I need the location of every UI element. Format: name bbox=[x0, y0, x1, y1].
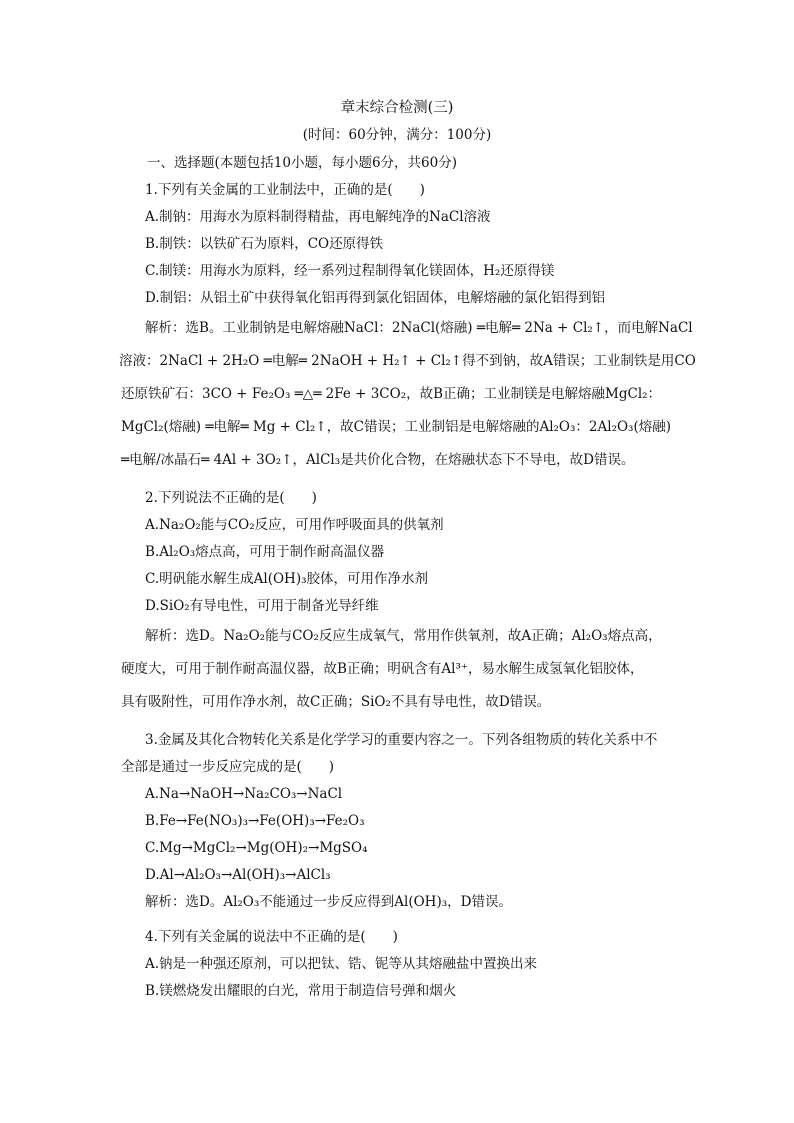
q2-explanation-line: 解析：选D。Na₂O₂能与CO₂反应生成氧气，常用作供氧剂，故A正确；Al₂O₃熔点高， bbox=[145, 628, 662, 644]
q4-stem: 4.下列有关金属的说法中不正确的是( ) bbox=[145, 929, 398, 945]
q1-explanation-line: 解析：选B。工业制钠是电解熔融NaCl：2NaCl(熔融) ═电解═ 2Na + Cl₂↑，而电解NaCl bbox=[145, 320, 693, 336]
q3-option-d: D.Al→Al₂O₃→Al(OH)₃→AlCl₃ bbox=[145, 867, 331, 883]
q1-explanation-line: MgCl₂(熔融) ═电解═ Mg + Cl₂↑，故C错误；工业制铝是电解熔融的Al₂O₃：2Al₂O₃(熔融) bbox=[121, 419, 671, 435]
q2-option-c: C.明矾能水解生成Al(OH)₃胶体，可用作净水剂 bbox=[145, 571, 428, 587]
q4-option-b: B.镁燃烧发出耀眼的白光，常用于制造信号弹和烟火 bbox=[145, 983, 457, 999]
section-heading: 一、选择题(本题包括10小题，每小题6分，共60分) bbox=[147, 155, 457, 171]
q1-option-b: B.制铁：以铁矿石为原料，CO还原得铁 bbox=[145, 236, 384, 252]
q1-explanation-line: 溶液：2NaCl + 2H₂O ═电解═ 2NaOH + H₂↑ + Cl₂↑得不到钠，故A错误；工业制铁是用CO bbox=[119, 353, 696, 369]
q3-stem: 3.金属及其化合物转化关系是化学学习的重要内容之一。下列各组物质的转化关系中不 bbox=[145, 732, 658, 748]
q2-explanation-line: 硬度大，可用于制作耐高温仪器，故B正确；明矾含有Al³⁺，易水解生成氢氧化铝胶体， bbox=[121, 661, 644, 677]
q1-option-d: D.制铝：从铝土矿中获得氧化铝再得到氯化铝固体，电解熔融的氯化铝得到铝 bbox=[145, 290, 606, 306]
q2-stem: 2.下列说法不正确的是( ) bbox=[145, 490, 317, 506]
q3-stem: 全部是通过一步反应完成的是( ) bbox=[121, 759, 335, 775]
q2-option-b: B.Al₂O₃熔点高，可用于制作耐高温仪器 bbox=[145, 544, 385, 560]
q1-explanation-line: 还原铁矿石：3CO + Fe₂O₃ ═△═ 2Fe + 3CO₂，故B正确；工业制镁是电解熔融MgCl₂： bbox=[121, 386, 662, 402]
page-title: 章末综合检测(三) bbox=[340, 100, 454, 116]
q3-option-a: A.Na→NaOH→Na₂CO₃→NaCl bbox=[145, 786, 343, 802]
q2-option-a: A.Na₂O₂能与CO₂反应，可用作呼吸面具的供氧剂 bbox=[145, 517, 444, 533]
q3-explanation-line: 解析：选D。Al₂O₃不能通过一步反应得到Al(OH)₃，D错误。 bbox=[145, 894, 512, 910]
q1-option-a: A.制钠：用海水为原料制得精盐，再电解纯净的NaCl溶液 bbox=[145, 209, 491, 225]
q1-explanation-line: ═电解/冰晶石═ 4Al + 3O₂↑，AlCl₃是共价化合物，在熔融状态下不导电，故D错误。 bbox=[121, 452, 635, 468]
q3-option-b: B.Fe→Fe(NO₃)₃→Fe(OH)₃→Fe₂O₃ bbox=[145, 813, 365, 829]
q2-option-d: D.SiO₂有导电性，可用于制备光导纤维 bbox=[145, 598, 379, 614]
q4-option-a: A.钠是一种强还原剂，可以把钛、锆、铌等从其熔融盐中置换出来 bbox=[145, 956, 538, 972]
q3-option-c: C.Mg→MgCl₂→Mg(OH)₂→MgSO₄ bbox=[145, 840, 368, 856]
q1-option-c: C.制镁：用海水为原料，经一系列过程制得氧化镁固体，H₂还原得镁 bbox=[145, 263, 555, 279]
page-subtitle: (时间：60分钟，满分：100分) bbox=[302, 127, 492, 143]
document-body bbox=[119, 150, 696, 1005]
q2-explanation-line: 具有吸附性，可用作净水剂，故C正确；SiO₂不具有导电性，故D错误。 bbox=[121, 694, 551, 710]
q1-stem: 1.下列有关金属的工业制法中，正确的是( ) bbox=[145, 182, 425, 198]
